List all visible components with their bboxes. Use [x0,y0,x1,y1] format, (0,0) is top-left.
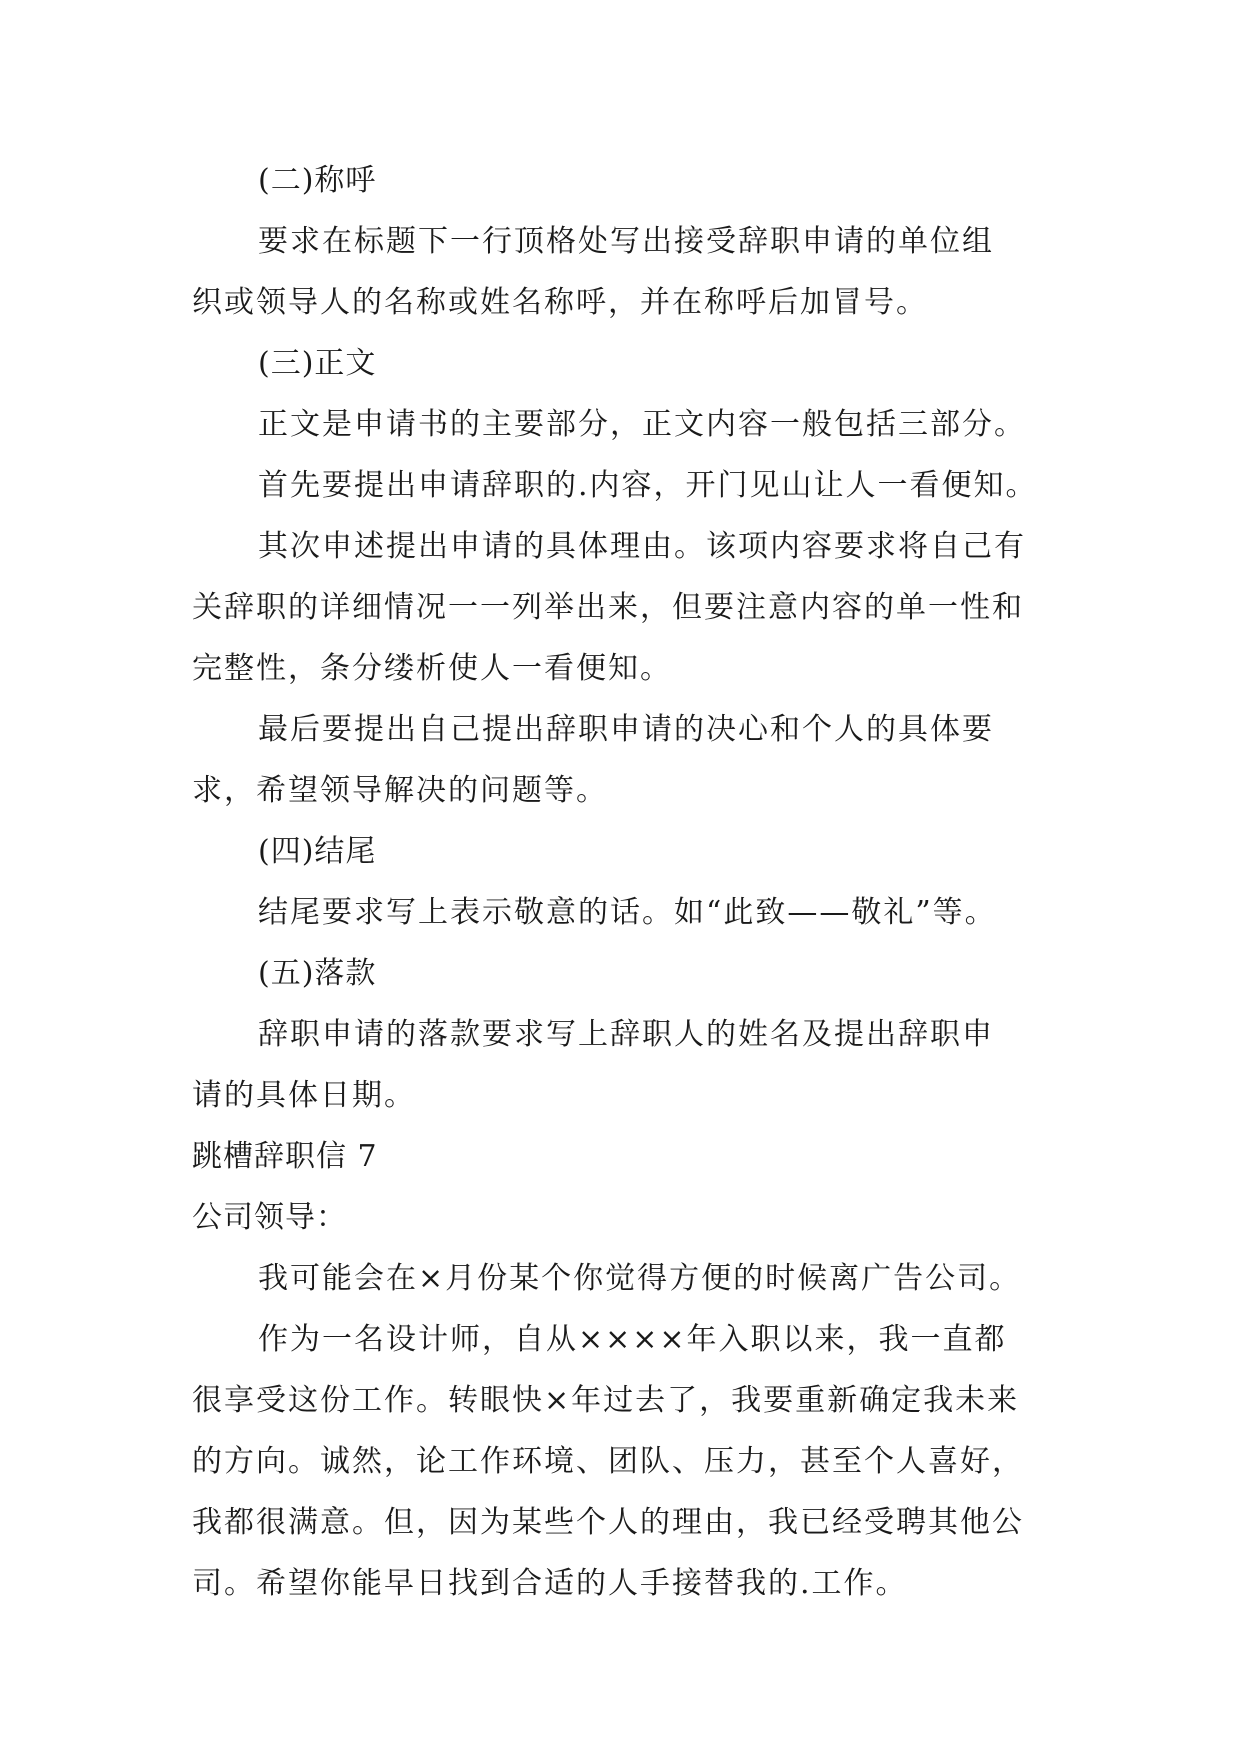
section-heading-body: (三)正文 [258,346,377,381]
paragraph-line: 很享受这份工作。转眼快×年过去了，我要重新确定我未来 [192,1383,1020,1418]
section-heading-salutation: (二)称呼 [258,163,377,198]
paragraph-line: 请的具体日期。 [192,1078,416,1113]
paragraph-line: 最后要提出自己提出辞职申请的决心和个人的具体要 [258,712,994,747]
paragraph-line: 结尾要求写上表示敬意的话。如“此致——敬礼”等。 [258,895,997,930]
paragraph-line: 作为一名设计师，自从××××年入职以来，我一直都 [258,1322,1007,1357]
paragraph-line: 的方向。诚然，论工作环境、团队、压力，甚至个人喜好， [192,1444,1024,1479]
paragraph-line: 织或领导人的名称或姓名称呼，并在称呼后加冒号。 [192,285,928,320]
paragraph-line: 我都很满意。但，因为某些个人的理由，我已经受聘其他公 [192,1505,1024,1540]
section-heading-closing: (四)结尾 [258,834,377,869]
paragraph-line: 关辞职的详细情况一一列举出来，但要注意内容的单一性和 [192,590,1024,625]
paragraph-line: 要求在标题下一行顶格处写出接受辞职申请的单位组 [258,224,994,259]
paragraph-line: 辞职申请的落款要求写上辞职人的姓名及提出辞职申 [258,1017,994,1052]
paragraph-line: 完整性，条分缕析使人一看便知。 [192,651,672,686]
section-heading-signature: (五)落款 [258,956,377,991]
document-page [192,150,1072,1614]
paragraph-line: 我可能会在×月份某个你觉得方便的时候离广告公司。 [258,1261,1022,1296]
paragraph-line: 求，希望领导解决的问题等。 [192,773,608,808]
letter-title: 跳槽辞职信 7 [192,1139,378,1174]
letter-salutation: 公司领导： [192,1200,347,1235]
paragraph-line: 正文是申请书的主要部分，正文内容一般包括三部分。 [258,407,1026,442]
paragraph-line: 司。希望你能早日找到合适的人手接替我的.工作。 [192,1566,908,1601]
paragraph-line: 其次申述提出申请的具体理由。该项内容要求将自己有 [258,529,1026,564]
paragraph-line: 首先要提出申请辞职的.内容，开门见山让人一看便知。 [258,468,1038,503]
